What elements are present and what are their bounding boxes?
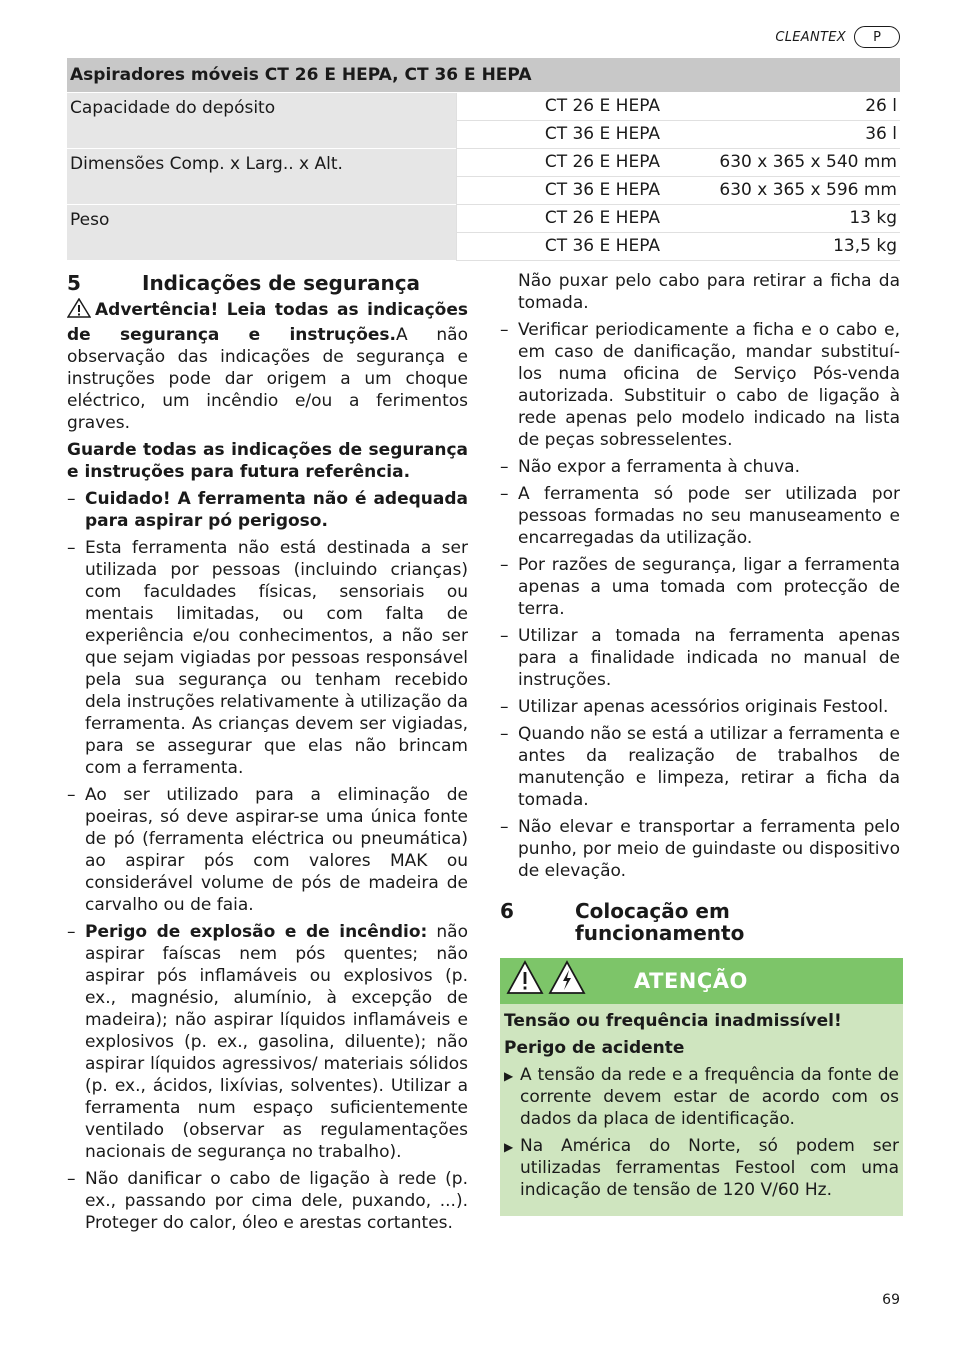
spec-value: 630 x 365 x 540 mm bbox=[666, 148, 900, 176]
warning-paragraph bbox=[67, 298, 468, 434]
spec-value: 630 x 365 x 596 mm bbox=[666, 176, 900, 204]
spec-param: Capacidade do depósito bbox=[67, 92, 456, 148]
attention-line: Perigo de acidente bbox=[504, 1038, 685, 1058]
spec-model: CT 26 E HEPA bbox=[456, 204, 666, 232]
spec-value: 13 kg bbox=[666, 204, 900, 232]
spec-model: CT 26 E HEPA bbox=[456, 148, 666, 176]
attention-label: ATENÇÃO bbox=[634, 969, 748, 993]
section-title: Colocação em funcionamento bbox=[575, 899, 745, 945]
document-header bbox=[775, 26, 900, 48]
warning-bold: Advertência! Leia todas as indicações de segurança e instruções. bbox=[67, 300, 468, 345]
warning-text: A não observação das indicações de segurança e instruções pode dar origem a um choque eléctrico, um incêndio e/ou a ferimentos graves. bbox=[67, 325, 468, 433]
list-item: – Perigo de explosão e de incêndio: não aspirar faíscas nem pós quentes; não aspirar pós inflamáveis ou explosivos (p. ex., magnésio, alumínio, à excepção de madeira); não aspirar líquidos inflamáveis e explosivos (p. ex., gasolina, diluente); não aspirar líquidos agressivos/ materiais sólidos (p. ex., ácidos, lixívias, solventes). Utilizar a ferramenta num espaço suficientemente ventilado (observar as regulamentações nacionais de segurança no trabalho). bbox=[67, 921, 468, 1163]
safety-list-continued bbox=[500, 270, 900, 882]
section-title: Indicações de segurança bbox=[142, 271, 421, 295]
brand-name: CLEANTEX bbox=[775, 29, 846, 45]
attention-line: Tensão ou frequência inadmissível! bbox=[504, 1011, 842, 1031]
section-number: 6 bbox=[500, 899, 514, 923]
warning-triangle-icon bbox=[67, 298, 91, 324]
attention-list bbox=[504, 1064, 899, 1201]
warning-triangle-icon bbox=[506, 960, 544, 1002]
language-badge: P bbox=[854, 26, 900, 48]
spec-value: 13,5 kg bbox=[666, 232, 900, 260]
list-item: – Utilizar apenas acessórios originais Festool. bbox=[500, 696, 900, 718]
spec-value: 36 l bbox=[666, 120, 900, 148]
page-number: 69 bbox=[882, 1292, 900, 1308]
left-column bbox=[67, 272, 468, 1239]
safety-list bbox=[67, 488, 468, 1234]
keep-note: Guarde todas as indicações de segurança e instruções para futura referência. bbox=[67, 440, 468, 482]
list-item: – Cuidado! A ferramenta não é adequada para aspirar pó perigoso. bbox=[67, 488, 468, 532]
list-item: – Utilizar a tomada na ferramenta apenas para a finalidade indicada no manual de instruções. bbox=[500, 625, 900, 691]
list-item: – Não expor a ferramenta à chuva. bbox=[500, 456, 900, 478]
list-item: – Quando não se está a utilizar a ferramenta e antes da realização de trabalhos de manutenção e limpeza, retirar a ficha da tomada. bbox=[500, 723, 900, 811]
table-row bbox=[67, 92, 900, 120]
attention-header bbox=[500, 958, 903, 1004]
section-heading bbox=[67, 272, 468, 294]
list-item: ▶ A tensão da rede e a frequência da fonte de corrente devem estar de acordo com os dados da placa de identificação. bbox=[504, 1064, 899, 1130]
spec-model: CT 26 E HEPA bbox=[456, 92, 666, 120]
attention-box bbox=[500, 958, 903, 1216]
list-item: – Não danificar o cabo de ligação à rede (p. ex., passando por cima dele, puxando, ...). Proteger do calor, óleo e arestas cortantes. bbox=[67, 1168, 468, 1234]
attention-body bbox=[500, 1004, 903, 1216]
list-item: ▶ Na América do Norte, só podem ser utilizadas ferramentas Festool com uma indicação de tensão de 120 V/60 Hz. bbox=[504, 1135, 899, 1201]
list-item: – Esta ferramenta não está destinada a ser utilizada por pessoas (incluindo crianças) com faculdades físicas, sensoriais ou mentais limitadas, ou com falta de experiência e/ou conhecimentos, a não ser que sejam vigiadas por pessoas responsável pela sua segurança ou tenham recebido dela instruções relativamente à utilização da ferramenta. As crianças devem ser vigiadas, para se assegurar que elas não brincam com a ferramenta. bbox=[67, 537, 468, 779]
list-item: – Verificar periodicamente a ficha e o cabo e, em caso de danificação, mandar substituí-los numa oficina de Serviço Pós-venda autorizada. Substituir o cabo de ligação à rede apenas pelo modelo indicado na lista de peças sobresselentes. bbox=[500, 319, 900, 451]
spec-table bbox=[67, 58, 900, 261]
spec-table-title: Aspiradores móveis CT 26 E HEPA, CT 36 E HEPA bbox=[67, 58, 900, 92]
electric-hazard-icon bbox=[548, 960, 586, 1002]
spec-value: 26 l bbox=[666, 92, 900, 120]
table-row bbox=[67, 148, 900, 176]
section-heading bbox=[500, 900, 900, 944]
spec-model: CT 36 E HEPA bbox=[456, 176, 666, 204]
list-item: – A ferramenta só pode ser utilizada por pessoas formadas no seu manuseamento e encarregadas da utilização. bbox=[500, 483, 900, 549]
section-number: 5 bbox=[67, 271, 81, 295]
list-item: Não puxar pelo cabo para retirar a ficha da tomada. bbox=[518, 271, 900, 313]
spec-model: CT 36 E HEPA bbox=[456, 120, 666, 148]
table-row bbox=[67, 204, 900, 232]
list-item: – Por razões de segurança, ligar a ferramenta apenas a uma tomada com protecção de terra. bbox=[500, 554, 900, 620]
list-item: – Ao ser utilizado para a eliminação de poeiras, só deve aspirar-se uma única fonte de pó (ferramenta eléctrica ou pneumática) ao aspirar pós com valores MAK ou considerável volume de pós de madeira de carvalho ou de faia. bbox=[67, 784, 468, 916]
spec-param: Dimensões Comp. x Larg.. x Alt. bbox=[67, 148, 456, 204]
right-column bbox=[500, 270, 900, 1216]
spec-param: Peso bbox=[67, 204, 456, 260]
list-item: – Não elevar e transportar a ferramenta pelo punho, por meio de guindaste ou dispositivo de elevação. bbox=[500, 816, 900, 882]
spec-model: CT 36 E HEPA bbox=[456, 232, 666, 260]
